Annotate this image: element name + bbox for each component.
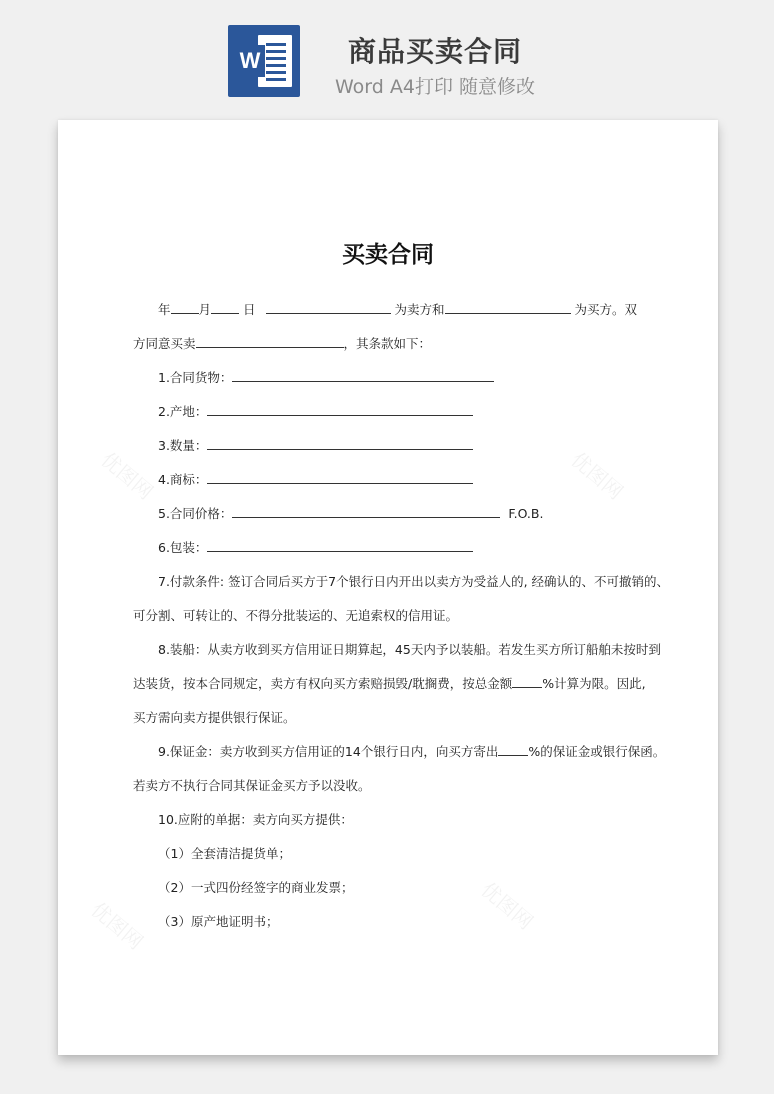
clause-7-line-2: 可分割、可转让的、不得分批装运的、无追索权的信用证。: [133, 608, 459, 623]
clause-8-line-3: 买方需向卖方提供银行保证。: [133, 710, 296, 725]
clause-10-sub-2: （2）一式四份经签字的商业发票；: [158, 880, 354, 895]
clause-10-sub-3: （3）原产地证明书；: [158, 914, 279, 929]
item-goods: 1.合同货物：: [158, 369, 494, 387]
item-goods-blank[interactable]: [232, 369, 494, 382]
clause-7-line-1: 7.付款条件: 签订合同后买方于7个银行日内开出以卖方为受益人的, 经确认的、不可撤销的、: [158, 574, 670, 589]
item-origin-blank[interactable]: [207, 403, 473, 416]
clause-10-line-1: 10.应附的单据：卖方向买方提供：: [158, 812, 353, 827]
year-blank[interactable]: [171, 301, 199, 314]
word-logo-letter: W: [235, 45, 265, 77]
compensation-percent-blank[interactable]: [512, 675, 542, 688]
page-subtitle: Word A4打印 随意修改: [334, 76, 535, 98]
deposit-percent-blank[interactable]: [498, 743, 528, 756]
seller-blank[interactable]: [266, 301, 391, 314]
item-quantity-blank[interactable]: [207, 437, 473, 450]
item-brand: 4.商标：: [158, 471, 473, 489]
watermark: 优图网: [476, 877, 538, 935]
watermark: 优图网: [86, 897, 148, 955]
header: [0, 0, 774, 115]
item-origin: 2.产地：: [158, 403, 473, 421]
clause-9-line-2: 若卖方不执行合同其保证金买方予以没收。: [133, 778, 371, 793]
item-packaging: 6.包装：: [158, 539, 473, 557]
watermark: 优图网: [96, 447, 158, 505]
buyer-blank[interactable]: [445, 301, 571, 314]
item-brand-blank[interactable]: [207, 471, 473, 484]
item-packaging-blank[interactable]: [207, 539, 473, 552]
month-blank[interactable]: [211, 301, 239, 314]
clause-9-line-1: 9.保证金：卖方收到买方信用证的14个银行日内，向买方寄出 %的保证金或银行保函。: [158, 744, 666, 759]
goods-blank[interactable]: [196, 335, 344, 348]
item-price: 5.合同价格： F.O.B.: [158, 506, 544, 521]
clause-10-sub-1: （1）全套清洁提货单；: [158, 846, 291, 861]
page-title: 商品买卖合同: [347, 35, 522, 68]
clause-8-line-1: 8.装船：从卖方收到买方信用证日期算起，45天内予以装船。若发生买方所订船舶未按时到: [158, 642, 661, 657]
intro-line-2: 方同意买卖 ，其条款如下：: [133, 336, 432, 351]
document-page: [58, 120, 718, 1055]
clause-8-line-2: 达装货，按本合同规定，卖方有权向买方索赔损毁/耽搁费，按总金额 %计算为限。因此,: [133, 676, 646, 691]
item-price-blank[interactable]: [232, 505, 500, 518]
intro-line-1: 年 月 日 为卖方和 为买方。双: [158, 302, 638, 317]
word-logo-icon: [228, 25, 300, 97]
document-title: 买卖合同: [342, 242, 434, 268]
watermark: 优图网: [566, 447, 628, 505]
item-quantity: 3.数量：: [158, 437, 473, 455]
